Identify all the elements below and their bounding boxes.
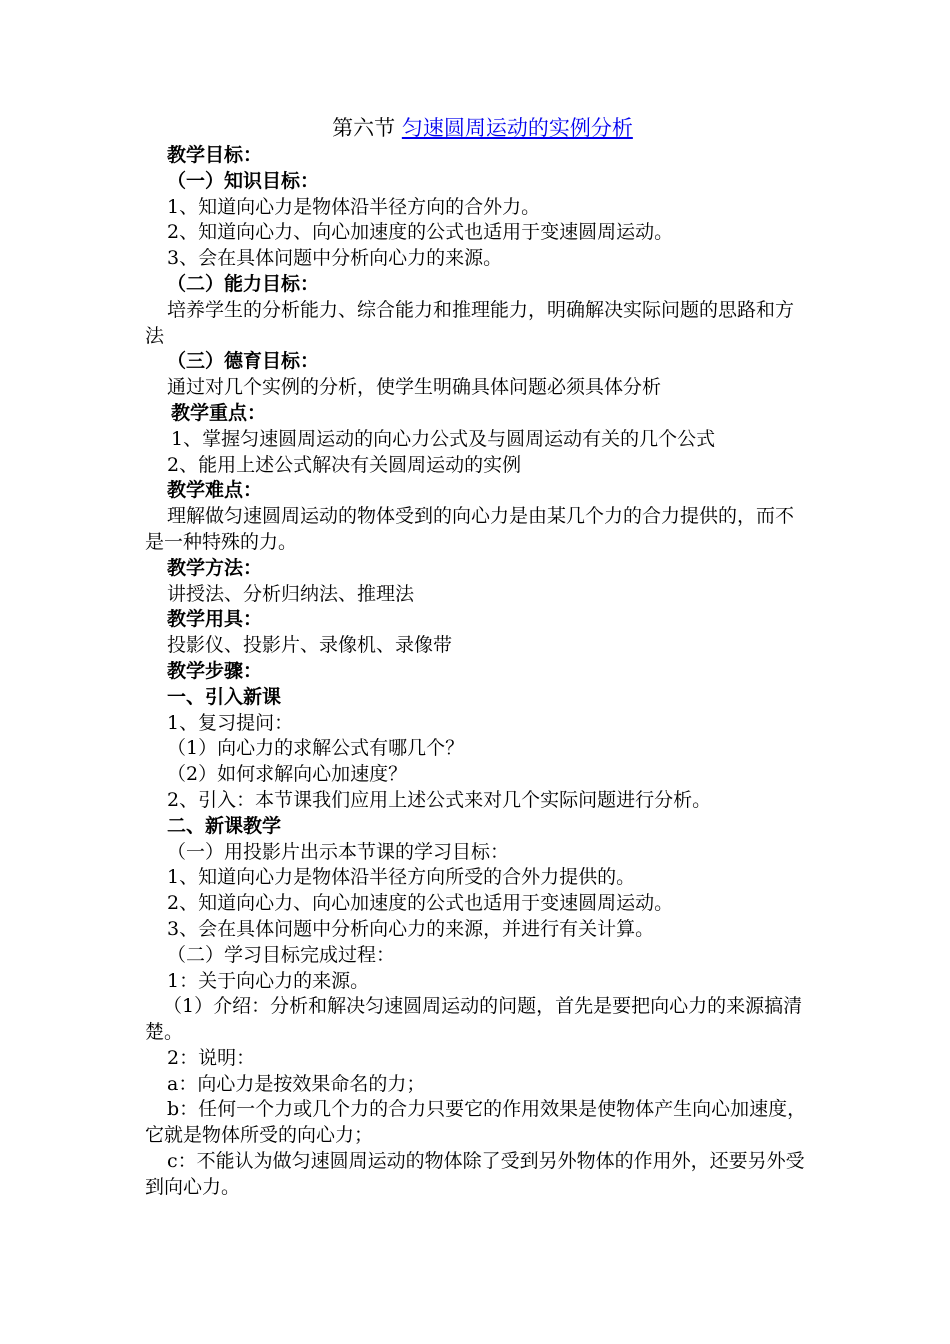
steps-heading: 教学步骤： (167, 659, 263, 682)
moral-heading: （三）德育目标： (167, 350, 320, 373)
new-item: （一）用投影片出示本节课的学习目标： (167, 840, 510, 863)
tools-text: 投影仪、投影片、录像机、录像带 (167, 634, 453, 657)
ability-heading: （二）能力目标： (167, 272, 320, 295)
intro-heading: 一、引入新课 (167, 685, 282, 708)
ability-text: 培养学生的分析能力、综合能力和推理能力，明确解决实际问题的思路和方法 (145, 298, 795, 347)
key-item: 2、能用上述公式解决有关圆周运动的实例 (167, 453, 522, 476)
method-text: 讲授法、分析归纳法、推理法 (167, 582, 415, 605)
explain-heading: 2：说明： (167, 1046, 256, 1069)
new-item: 3、会在具体问题中分析向心力的来源，并进行有关计算。 (167, 917, 655, 940)
key-item: 1、掌握匀速圆周运动的向心力公式及与圆周运动有关的几个公式 (171, 427, 716, 450)
intro-item: （1）向心力的求解公式有哪几个？ (167, 737, 465, 760)
difficulty-heading: 教学难点： (167, 479, 263, 502)
new-item: 2、知道向心力、向心加速度的公式也适用于变速圆周运动。 (167, 892, 674, 915)
new-item: 1：关于向心力的来源。 (167, 969, 370, 992)
method-heading: 教学方法： (167, 556, 263, 579)
document-title (145, 115, 810, 141)
knowledge-item: 3、会在具体问题中分析向心力的来源。 (167, 247, 503, 270)
knowledge-heading: （一）知识目标： (167, 169, 320, 192)
point-c: c：不能认为做匀速圆周运动的物体除了受到另外物体的作用外，还要另外受到向心力。 (145, 1150, 805, 1198)
objectives-heading: 教学目标： (167, 144, 263, 166)
key-heading: 教学重点： (171, 401, 267, 424)
document-page (145, 115, 810, 1201)
moral-text: 通过对几个实例的分析，使学生明确具体问题必须具体分析 (167, 376, 662, 399)
intro-paragraph: （1）介绍：分析和解决匀速圆周运动的问题，首先是要把向心力的来源搞清楚。 (145, 995, 803, 1044)
knowledge-item: 2、知道向心力、向心加速度的公式也适用于变速圆周运动。 (167, 221, 674, 244)
point-b: b：任何一个力或几个力的合力只要它的作用效果是使物体产生向心加速度，它就是物体所受的向心力； (145, 1098, 807, 1147)
title-prefix: 第六节 (332, 116, 402, 140)
intro-item: （2）如何求解向心加速度？ (167, 763, 408, 786)
knowledge-item: 1、知道向心力是物体沿半径方向的合外力。 (167, 195, 541, 218)
point-a: a：向心力是按效果命名的力； (167, 1072, 426, 1095)
title-link[interactable]: 匀速圆周运动的实例分析 (401, 116, 633, 140)
intro-item: 2、引入：本节课我们应用上述公式来对几个实际问题进行分析。 (167, 788, 712, 811)
new-item: 1、知道向心力是物体沿半径方向所受的合外力提供的。 (167, 866, 636, 889)
intro-item: 1、复习提问： (167, 711, 294, 734)
new-heading: 二、新课教学 (167, 814, 282, 837)
difficulty-text: 理解做匀速圆周运动的物体受到的向心力是由某几个力的合力提供的，而不是一种特殊的力。 (145, 505, 795, 553)
new-item: （二）学习目标完成过程： (167, 943, 396, 966)
tools-heading: 教学用具： (167, 608, 263, 631)
